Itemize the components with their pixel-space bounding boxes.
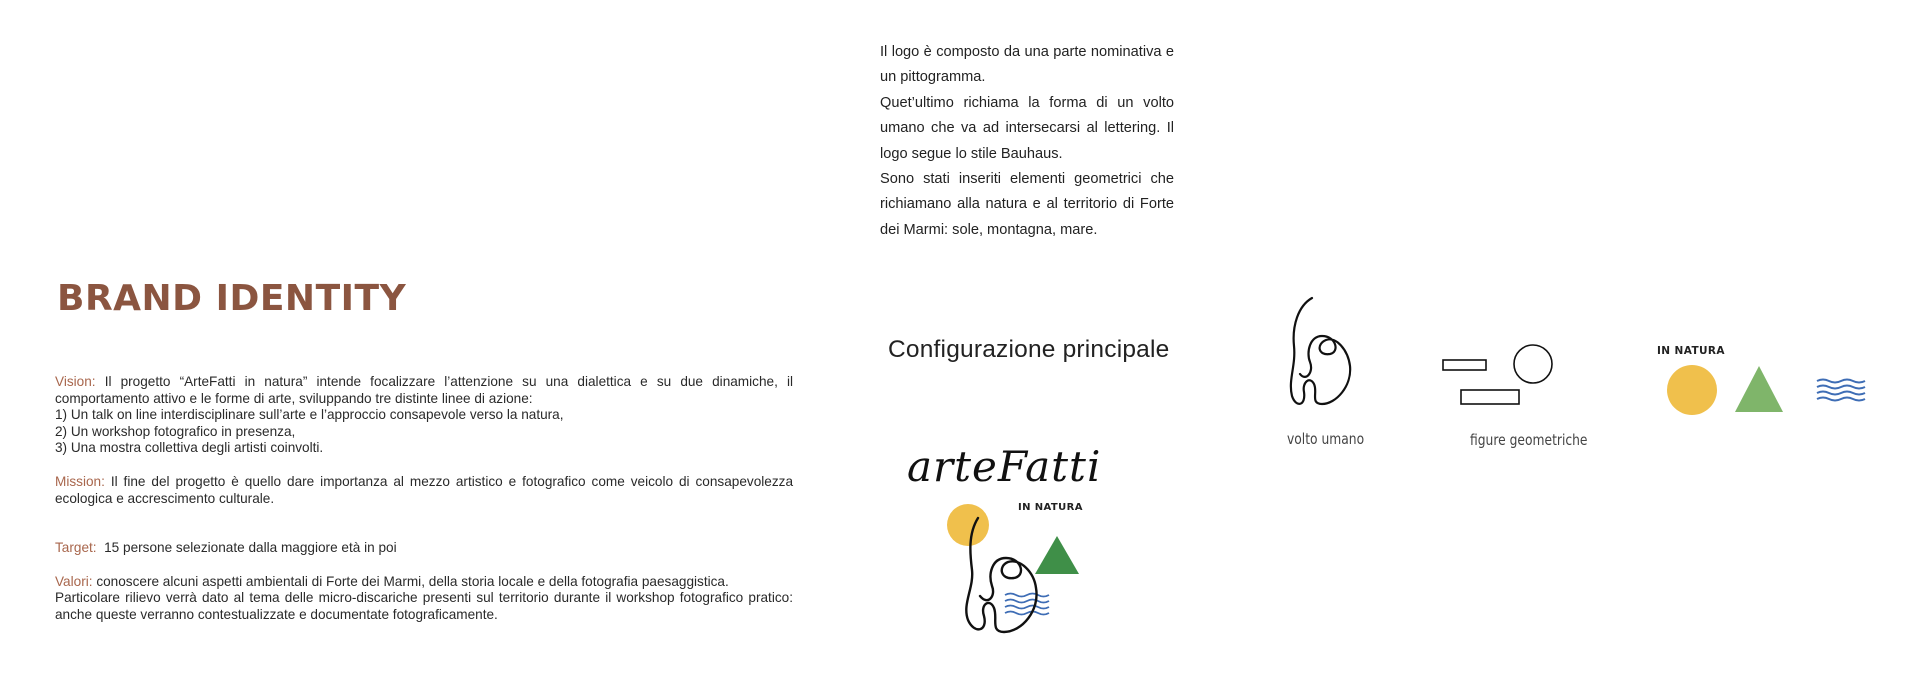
mission-label: Mission: (55, 473, 105, 489)
logo-face-icon (948, 508, 1048, 638)
target-block (55, 540, 793, 557)
logo-subtitle: IN NATURA (1018, 502, 1083, 513)
desc-paragraph-1: Il logo è composto da una parte nominativa e un pittogramma. (880, 44, 1174, 86)
vision-item-1: 1) Un talk on line interdisciplinare sull’arte e l’approccio consapevole verso la natura, (55, 407, 564, 423)
mission-text: Il fine del progetto è quello dare importanza al mezzo artistico e fotografico come veicolo di consapevolezza ecologica e accrescimento culturale. (55, 473, 793, 506)
mission-block (55, 474, 793, 507)
valori-label: Valori: (55, 573, 93, 589)
brand-text-block (55, 374, 793, 624)
sun-circle-icon (1666, 364, 1718, 416)
sea-waves-icon (1816, 378, 1868, 402)
desc-paragraph-2: Quet’ultimo richiama la forma di un volto umano che va ad intersecarsi al lettering. Il logo segue lo stile Bauhaus. (880, 94, 1174, 162)
caption-volto-umano: volto umano (1287, 430, 1365, 448)
mountain-triangle-icon (1734, 364, 1784, 414)
target-text: 15 persone selezionate dalla maggiore età in poi (104, 540, 397, 556)
config-title: Configurazione principale (888, 336, 1170, 363)
vision-item-3: 3) Una mostra collettiva degli artisti coinvolti. (55, 440, 324, 456)
page-title: BRAND IDENTITY (57, 278, 407, 319)
caption-figure-geometriche: figure geometriche (1470, 431, 1588, 449)
logo-description (880, 40, 1174, 243)
target-label: Target: (55, 540, 97, 556)
vision-block (55, 374, 793, 407)
in-natura-label: IN NATURA (1657, 345, 1725, 357)
face-line-icon (1270, 296, 1360, 416)
valori-text: conoscere alcuni aspetti ambientali di Forte dei Marmi, della storia locale e della fotografia paesaggistica. (96, 573, 729, 589)
vision-text: Il progetto “ArteFatti in natura” intende focalizzare l’attenzione su una dialettica e su due dinamiche, il comportamento attivo e le forme di arte, sviluppando tre distinte linee di azione: (55, 374, 793, 406)
vision-item-2: 2) Un workshop fotografico in presenza, (55, 423, 296, 439)
vision-label: Vision: (55, 374, 96, 389)
logo-wordmark: arteFatti (907, 442, 1102, 491)
rectangles-circle-icon (1440, 340, 1570, 412)
valori-text-2: Particolare rilievo verrà dato al tema delle micro-discariche presenti sul territorio durante il workshop fotografico pratico: anche queste verranno contestualizzate e documentate fotograficamente. (55, 590, 793, 622)
desc-paragraph-3: Sono stati inseriti elementi geometrici che richiamano alla natura e al territorio di Forte dei Marmi: sole, montagna, mare. (880, 171, 1174, 238)
valori-block (55, 574, 793, 591)
